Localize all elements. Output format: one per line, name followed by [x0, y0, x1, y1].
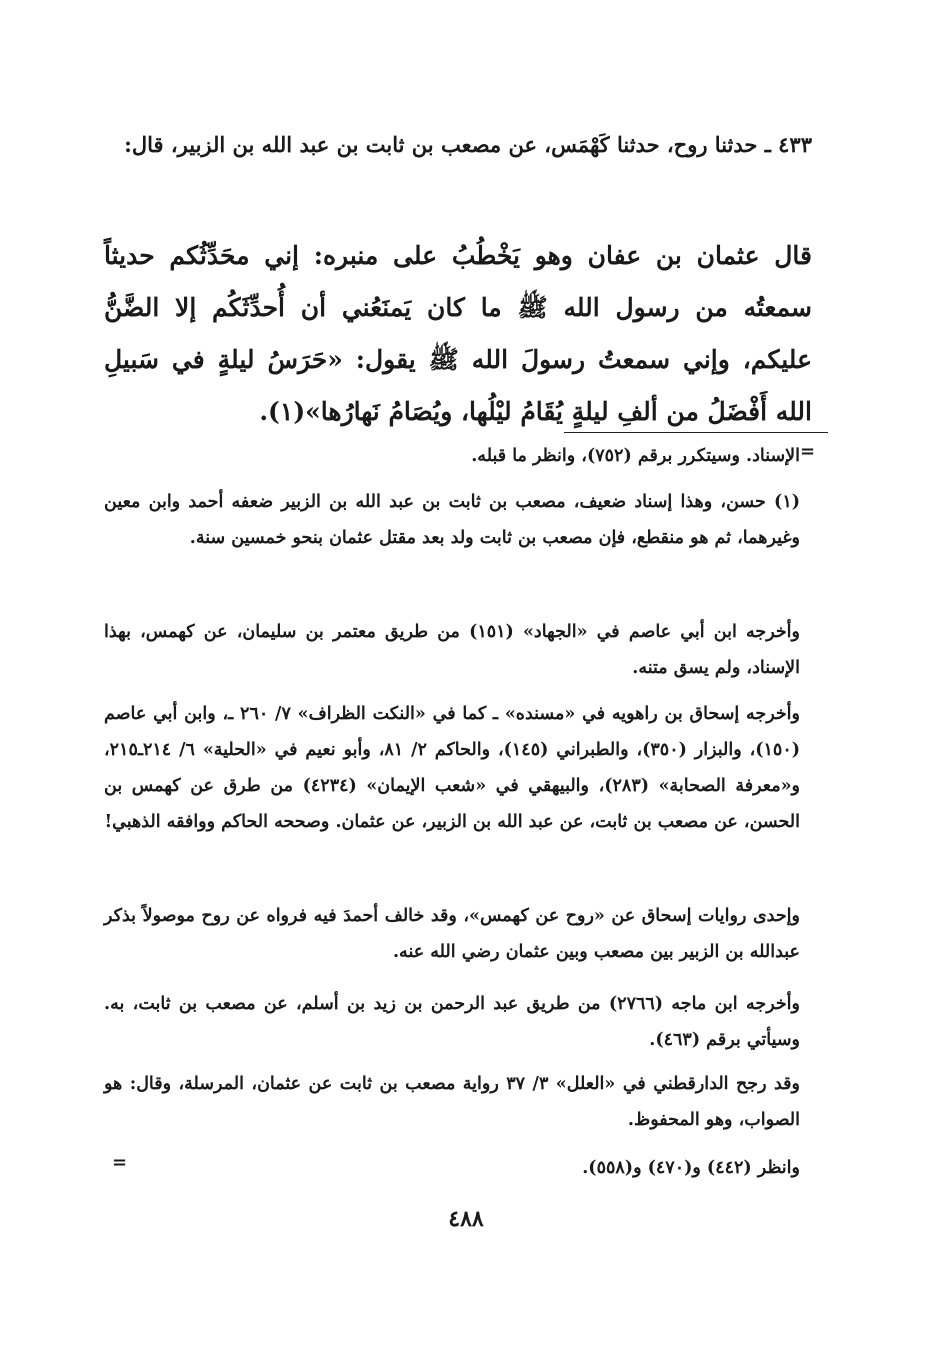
- footnote-paragraph: وأخرجه ابن ماجه (٢٧٦٦) من طريق عبد الرحمن بن زيد بن أسلم، عن مصعب بن ثابت، به. وسيأتي برقم (٤٦٣).: [104, 994, 800, 1050]
- footnote-paragraph: الإسناد. وسيتكرر برقم (٧٥٢)، وانظر ما قبله.: [471, 446, 800, 466]
- footnote-paragraph: وانظر (٤٤٢) و(٤٧٠) و(٥٥٨).: [582, 1158, 800, 1178]
- footnote-divider: [564, 432, 828, 433]
- footnote-paragraph: وإحدى روايات إسحاق عن «روح عن كهمس»، وقد خالف أحمدَ فيه فرواه عن روح موصولاً بذكر عبدالله بن الزبير بين مصعب وبين عثمان رضي الله عنه.: [104, 906, 801, 962]
- footnote-paragraph: وأخرجه إسحاق بن راهويه في «مسنده» ـ كما في «النكت الظراف» ٧/ ٢٦٠ ـ، وابن أبي عاصم (١٥٠)، والبزار (٣٥٠)، والطبراني (١٤٥)، والحاكم ٢/ ٨١، وأبو نعيم في «الحلية» ٦/ ٢١٤ـ٢١٥، و«معرفة الصحابة» (٢٨٣)، والبيهقي في «شعب الإيمان» (٤٢٣٤) من طرق عن كهمس بن الحسن، عن مصعب بن ثابت، عن عبد الله بن الزبير، عن عثمان. وصححه الحاكم ووافقه الذهبي!: [104, 704, 801, 832]
- footnote-continuation-mark: =: [800, 441, 816, 462]
- hadith-chain: ٤٣٣ ـ حدثنا روح، حدثنا كَهْمَس، عن مصعب بن ثابت بن عبد الله بن الزبير، قال:: [124, 132, 812, 157]
- footnote-paragraph: وقد رجح الدارقطني في «العلل» ٣/ ٣٧ رواية مصعب بن ثابت عن عثمان، المرسلة، وقال: هو الصواب، وهو المحفوظ.: [104, 1074, 800, 1130]
- footnote-trailing-mark: =: [112, 1152, 128, 1173]
- hadith-text: قال عثمان بن عفان وهو يَخْطُبُ على منبره: إني محَدِّثُكم حديثاً سمعتُه من رسول الله ﷺ ما كان يَمنَعُني أن أُحدِّثَكُم إلا الضَّنُّ عليكم، وإني سمعتُ رسولَ الله ﷺ يقول: «حَرَسُ ليلةٍ في سَبيلِ الله أَفْضَلُ من ألفِ ليلةٍ يُقَامُ ليْلُها، ويُصَامُ نَهارُها»(١).: [104, 241, 812, 426]
- page-number: ٤٨٨: [448, 1206, 484, 1232]
- footnote-paragraph: (١) حسن، وهذا إسناد ضعيف، مصعب بن ثابت بن عبد الله بن الزبير ضعفه أحمد وابن معين وغيرهما، ثم هو منقطع، فإن مصعب بن ثابت ولد بعد مقتل عثمان بنحو خمسين سنة.: [104, 492, 800, 548]
- footnote-paragraph: وأخرجه ابن أبي عاصم في «الجهاد» (١٥١) من طريق معتمر بن سليمان، عن كهمس، بهذا الإسناد، ولم يسق متنه.: [104, 622, 800, 678]
